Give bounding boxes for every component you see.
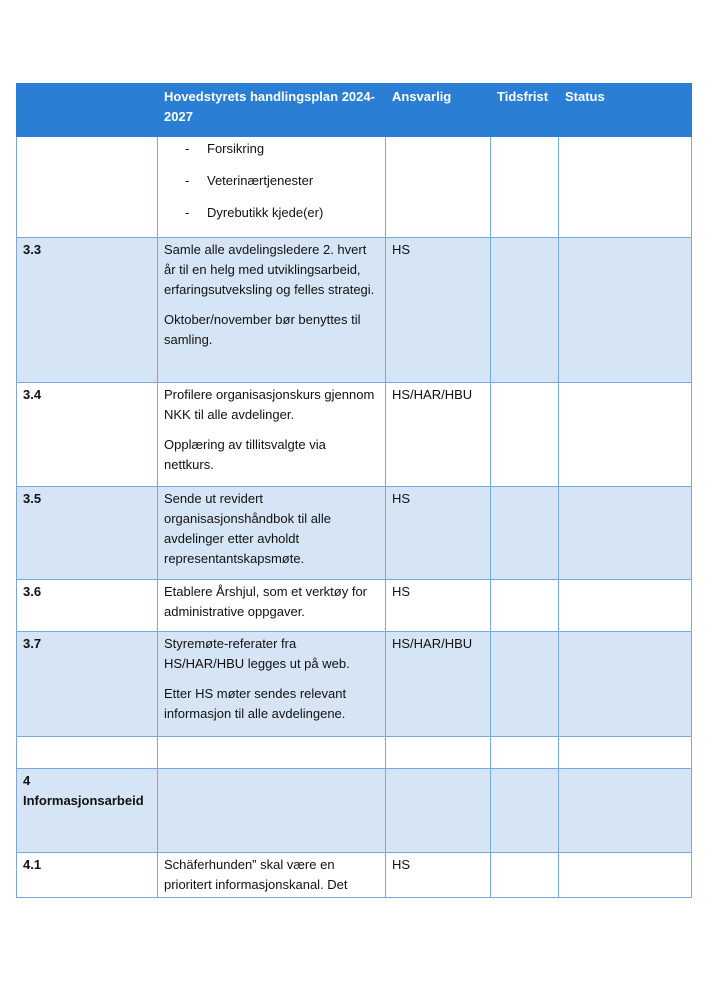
bullet-item: - Veterinærtjenester	[185, 173, 314, 188]
header-responsible: Ansvarlig	[386, 84, 491, 137]
responsible-cell	[386, 137, 491, 238]
table-row-bullets	[17, 137, 692, 238]
deadline-cell	[491, 580, 559, 632]
plan-text: Samle alle avdelingsledere 2. hvert år til en helg med utviklingsarbeid, erfaringsutveksling og felles strategi.	[164, 242, 375, 297]
row-number: 3.7	[17, 632, 158, 737]
plan-text: Sende ut revidert organisasjonshåndbok til alle avdelinger etter avholdt representantskapsmøte.	[164, 491, 331, 566]
table-row	[17, 853, 692, 898]
row-number: 3.3	[17, 238, 158, 383]
responsible-cell: HS	[386, 580, 491, 632]
status-cell	[559, 580, 692, 632]
deadline-cell	[491, 853, 559, 898]
header-plan: Hovedstyrets handlingsplan 2024-2027	[158, 84, 386, 137]
plan-text-cell	[158, 580, 386, 632]
row-number: 4.1	[17, 853, 158, 898]
plan-text-cell	[158, 737, 386, 769]
status-cell	[559, 632, 692, 737]
header-status: Status	[559, 84, 692, 137]
status-cell	[559, 383, 692, 487]
deadline-cell	[491, 383, 559, 487]
plan-text-cell	[158, 238, 386, 383]
table-row	[17, 487, 692, 580]
action-plan-table	[16, 83, 692, 898]
responsible-cell: HS	[386, 238, 491, 383]
plan-text-secondary: Oktober/november bør benyttes til samling.	[164, 312, 361, 347]
responsible-cell	[386, 769, 491, 853]
section-heading: 4 Informasjonsarbeid	[17, 769, 158, 853]
status-cell	[559, 487, 692, 580]
plan-text-cell	[158, 769, 386, 853]
deadline-cell	[491, 632, 559, 737]
responsible-cell: HS	[386, 487, 491, 580]
table-row	[17, 383, 692, 487]
responsible-cell: HS/HAR/HBU	[386, 383, 491, 487]
plan-text-secondary: Etter HS møter sendes relevant informasjon til alle avdelingene.	[164, 686, 347, 721]
plan-text-cell	[158, 383, 386, 487]
table-row-empty	[17, 737, 692, 769]
status-cell	[559, 238, 692, 383]
section-heading-row	[17, 769, 692, 853]
deadline-cell	[491, 769, 559, 853]
bullet-item: - Forsikring	[185, 141, 265, 156]
deadline-cell	[491, 487, 559, 580]
header-number	[17, 84, 158, 137]
status-cell	[559, 853, 692, 898]
header-deadline: Tidsfrist	[491, 84, 559, 137]
table-header-row	[17, 84, 692, 137]
status-cell	[559, 737, 692, 769]
responsible-cell	[386, 737, 491, 769]
bullet-list-cell	[158, 137, 386, 238]
row-number: 3.5	[17, 487, 158, 580]
table-row	[17, 632, 692, 737]
plan-text-cell	[158, 853, 386, 898]
status-cell	[559, 137, 692, 238]
status-cell	[559, 769, 692, 853]
row-number: 3.6	[17, 580, 158, 632]
deadline-cell	[491, 137, 559, 238]
bullet-list	[164, 139, 379, 235]
plan-text: Schäferhunden” skal være en prioritert informasjonskanal. Det	[164, 857, 348, 892]
row-number: 3.4	[17, 383, 158, 487]
plan-text: Etablere Årshjul, som et verktøy for administrative oppgaver.	[164, 584, 368, 619]
plan-text: Profilere organisasjonskurs gjennom NKK til alle avdelinger.	[164, 387, 375, 422]
deadline-cell	[491, 737, 559, 769]
table-row	[17, 238, 692, 383]
plan-text-cell	[158, 632, 386, 737]
row-number	[17, 737, 158, 769]
plan-text-cell	[158, 487, 386, 580]
plan-text: Styremøte-referater fra HS/HAR/HBU legges ut på web.	[164, 636, 350, 671]
responsible-cell: HS	[386, 853, 491, 898]
plan-text-secondary: Opplæring av tillitsvalgte via nettkurs.	[164, 437, 326, 472]
deadline-cell	[491, 238, 559, 383]
table-row	[17, 580, 692, 632]
bullet-item: - Dyrebutikk kjede(er)	[185, 205, 324, 220]
row-number	[17, 137, 158, 238]
responsible-cell: HS/HAR/HBU	[386, 632, 491, 737]
